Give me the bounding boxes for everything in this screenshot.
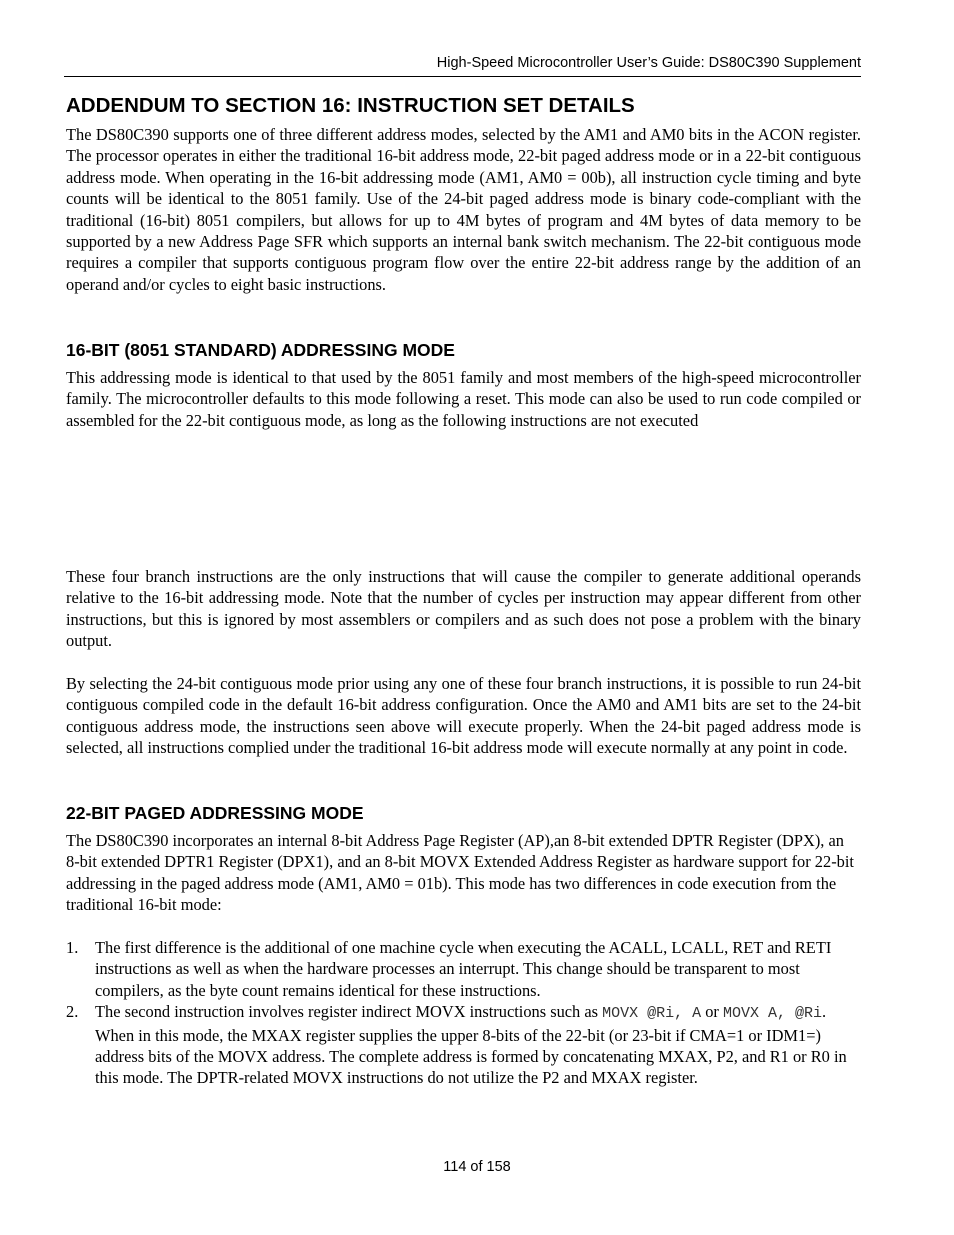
list-item-text-segment: . When in this mode, the MXAX register supplies the upper 8-bits of the 22-bit (or 23-bit if CMA=1 or IDM1=) address bits of the MOVX address. The complete address is formed by concatenating MXAX, P2, and R1 or R0 in this mode. The DPTR-related MOVX instructions do not utilize the P2 and MXAX register.	[95, 1002, 847, 1088]
list-item-text: The first difference is the additional of one machine cycle when executing the ACALL, LCALL, RET and RETI instructions as well as when the hardware processes an interrupt. This change should be transparent to most compilers, as the byte count remains identical for these instructions.	[95, 938, 832, 1000]
header-rule	[64, 76, 861, 77]
addendum-paragraph: The DS80C390 supports one of three different address modes, selected by the AM1 and AM0 bits in the ACON register. The processor operates in either the traditional 16-bit address mode, 22-bit paged address mode or in a 22-bit contiguous address mode. When operating in the 16-bit addressing mode (AM1, AM0 = 00b), all instruction cycle timing and byte counts will be identical to the 8051 family. Use of the 24-bit paged address mode is binary code-compliant with the traditional (16-bit) 8051 compilers, but allows for up to 4M bytes of program and 4M bytes of data memory to be supported by a new Address Page SFR which supports an internal bank switch mechanism. The 22-bit contiguous mode requires a compiler that supports contiguous program flow over the entire 22-bit address range by the addition of an operand and/or cycles to eight basic instructions.	[66, 125, 861, 294]
section-title-16bit: 16-BIT (8051 STANDARD) ADDRESSING MODE	[66, 340, 455, 360]
paged-differences-list	[66, 937, 861, 1089]
list-item-number: 1.	[66, 938, 79, 957]
page-number: 114 of 158	[443, 1159, 511, 1175]
section-title-22bit-paged: 22-BIT PAGED ADDRESSING MODE	[66, 803, 364, 823]
16bit-paragraph-2: These four branch instructions are the only instructions that will cause the compiler to generate additional operands relative to the 16-bit addressing mode. Note that the number of cycles per instruction may appear different from other instructions, but this is ignored by most assemblers or compilers and as such does not pose a problem with the binary output.	[66, 567, 861, 651]
code-movx-ri-a: MOVX @Ri, A	[602, 1005, 702, 1023]
section-title-addendum: ADDENDUM TO SECTION 16: INSTRUCTION SET DETAILS	[66, 94, 635, 117]
list-item-number: 2.	[66, 1002, 79, 1022]
16bit-paragraph-1: This addressing mode is identical to that used by the 8051 family and most members of the high-speed microcontroller family. The microcontroller defaults to this mode following a reset. This mode can also be used to run code compiled or assembled for the 22-bit contiguous mode, as long as the following instructions are not executed	[66, 368, 861, 430]
list-item	[66, 1001, 861, 1089]
list-item-text-segment: or	[701, 1002, 723, 1022]
code-movx-a-ri: MOVX A, @Ri	[723, 1005, 823, 1023]
list-item	[66, 937, 861, 1001]
paged-intro-paragraph: The DS80C390 incorporates an internal 8-bit Address Page Register (AP),an 8-bit extended DPTR Register (DPX), an 8-bit extended DPTR1 Register (DPX1), and an 8-bit MOVX Extended Address Register as hardware support for 22-bit addressing in the paged address mode (AM1, AM0 = 01b). This mode has two differences in code execution from the traditional 16-bit mode:	[66, 831, 854, 915]
running-header: High-Speed Microcontroller User’s Guide: DS80C390 Supplement	[436, 55, 861, 71]
16bit-paragraph-3: By selecting the 24-bit contiguous mode prior using any one of these four branch instructions, it is possible to run 24-bit contiguous compiled code in the default 16-bit address configuration. Once the AM0 and AM1 bits are set to the 24-bit contiguous address mode, the instructions seen above will execute properly. When the 24-bit paged address mode is selected, all instructions complied under the traditional 16-bit address mode will execute normally at any point in code.	[66, 674, 861, 758]
list-item-text	[95, 1002, 847, 1087]
list-item-text-segment: The second instruction involves register indirect MOVX instructions such as	[95, 1002, 603, 1022]
